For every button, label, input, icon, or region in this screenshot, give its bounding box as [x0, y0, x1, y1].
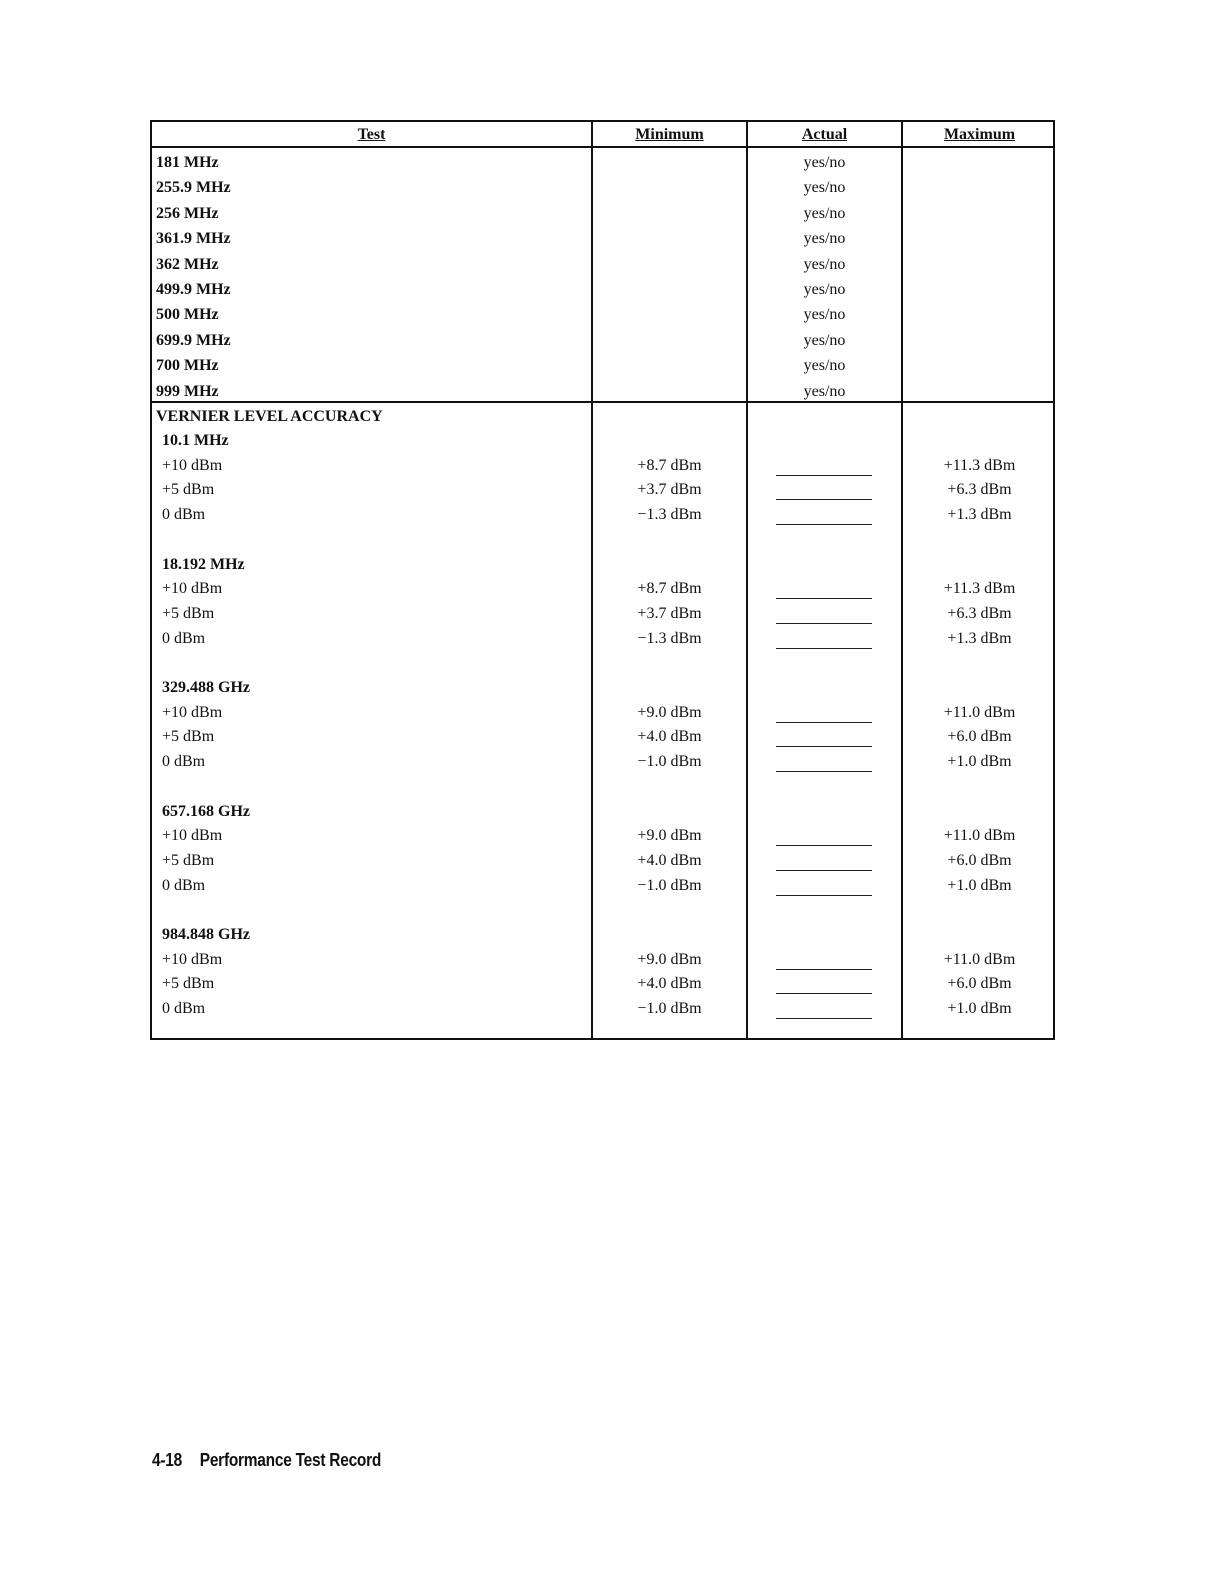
actual-yes-no: yes/no [803, 382, 846, 400]
level-setting: +5 dBm [162, 481, 215, 499]
minimum-value: +3.7 dBm [637, 604, 702, 622]
minimum-value: +9.0 dBm [637, 827, 702, 845]
minimum-value: +8.7 dBm [637, 456, 702, 474]
actual-entry-blank [776, 1018, 872, 1019]
maximum-value: +11.0 dBm [943, 950, 1016, 968]
actual-entry-blank [776, 499, 872, 500]
actual-entry-blank [776, 969, 872, 970]
level-setting: +5 dBm [162, 604, 215, 622]
actual-entry-blank [776, 895, 872, 896]
page-number: 4-18 [152, 1450, 182, 1470]
section-title-vernier-level-accuracy: VERNIER LEVEL ACCURACY [156, 408, 383, 425]
maximum-value: +11.0 dBm [943, 703, 1016, 721]
maximum-value: +1.0 dBm [947, 876, 1012, 894]
level-setting: 0 dBm [162, 753, 206, 771]
level-setting: +5 dBm [162, 728, 215, 746]
level-setting: 0 dBm [162, 876, 206, 894]
maximum-value: +6.3 dBm [947, 604, 1012, 622]
minimum-value: +3.7 dBm [637, 481, 702, 499]
minimum-value: +9.0 dBm [637, 950, 702, 968]
minimum-value: +8.7 dBm [637, 580, 702, 598]
header-minimum: Minimum [635, 126, 704, 143]
section-divider [152, 401, 1053, 403]
actual-entry-blank [776, 771, 872, 772]
vernier-frequency-label: 329.488 GHz [162, 679, 250, 696]
performance-test-record-table [150, 120, 1055, 1040]
page-footer [152, 1450, 381, 1471]
actual-entry-blank [776, 524, 872, 525]
maximum-value: +1.0 dBm [947, 753, 1012, 771]
minimum-value: +4.0 dBm [637, 728, 702, 746]
actual-entry-blank [776, 648, 872, 649]
maximum-value: +1.0 dBm [947, 1000, 1012, 1018]
level-setting: +5 dBm [162, 851, 215, 869]
header-test: Test [357, 126, 386, 143]
minimum-value: −1.3 dBm [637, 506, 702, 524]
maximum-value: +11.3 dBm [943, 456, 1016, 474]
minimum-value: −1.3 dBm [637, 629, 702, 647]
level-setting: 0 dBm [162, 1000, 206, 1018]
test-frequency-label: 499.9 MHz [156, 281, 231, 298]
test-frequency-label: 500 MHz [156, 306, 219, 324]
header-divider [152, 146, 1053, 148]
actual-yes-no: yes/no [803, 306, 846, 324]
level-setting: +10 dBm [162, 580, 223, 598]
actual-entry-blank [776, 623, 872, 624]
level-setting: +10 dBm [162, 456, 223, 474]
test-frequency-label: 362 MHz [156, 255, 219, 273]
test-frequency-label: 361.9 MHz [156, 230, 231, 248]
maximum-value: +6.0 dBm [947, 728, 1012, 746]
level-setting: +10 dBm [162, 703, 223, 721]
minimum-value: −1.0 dBm [637, 876, 702, 894]
maximum-value: +6.0 dBm [947, 975, 1012, 993]
actual-yes-no: yes/no [803, 281, 846, 298]
actual-yes-no: yes/no [803, 230, 846, 248]
header-actual: Actual [801, 126, 848, 143]
header-maximum: Maximum [943, 126, 1016, 143]
minimum-value: +4.0 dBm [637, 851, 702, 869]
actual-entry-blank [776, 746, 872, 747]
actual-entry-blank [776, 475, 872, 476]
maximum-value: +1.3 dBm [947, 506, 1012, 524]
maximum-value: +11.3 dBm [943, 580, 1016, 598]
actual-entry-blank [776, 870, 872, 871]
test-frequency-label: 256 MHz [156, 204, 219, 222]
section-title: Performance Test Record [199, 1450, 382, 1470]
actual-yes-no: yes/no [803, 179, 846, 197]
minimum-value: +9.0 dBm [637, 703, 702, 721]
minimum-value: −1.0 dBm [637, 753, 702, 771]
actual-yes-no: yes/no [803, 331, 846, 349]
vernier-frequency-label: 18.192 MHz [162, 555, 245, 573]
actual-entry-blank [776, 598, 872, 599]
maximum-value: +6.3 dBm [947, 481, 1012, 499]
vernier-frequency-label: 984.848 GHz [162, 926, 250, 943]
minimum-value: +4.0 dBm [637, 975, 702, 993]
actual-entry-blank [776, 845, 872, 846]
test-frequency-label: 700 MHz [156, 357, 219, 375]
maximum-value: +6.0 dBm [947, 851, 1012, 869]
test-frequency-label: 999 MHz [156, 382, 219, 400]
level-setting: +10 dBm [162, 827, 223, 845]
actual-yes-no: yes/no [803, 255, 846, 273]
test-frequency-label: 255.9 MHz [156, 179, 231, 197]
maximum-value: +1.3 dBm [947, 629, 1012, 647]
actual-yes-no: yes/no [803, 357, 846, 375]
vernier-frequency-label: 657.168 GHz [162, 802, 250, 820]
actual-yes-no: yes/no [803, 154, 846, 171]
actual-entry-blank [776, 993, 872, 994]
test-frequency-label: 699.9 MHz [156, 331, 231, 349]
maximum-value: +11.0 dBm [943, 827, 1016, 845]
actual-entry-blank [776, 722, 872, 723]
vernier-frequency-label: 10.1 MHz [162, 432, 229, 449]
actual-yes-no: yes/no [803, 204, 846, 222]
level-setting: 0 dBm [162, 506, 206, 524]
level-setting: +5 dBm [162, 975, 215, 993]
minimum-value: −1.0 dBm [637, 1000, 702, 1018]
level-setting: +10 dBm [162, 950, 223, 968]
level-setting: 0 dBm [162, 629, 206, 647]
test-frequency-label: 181 MHz [156, 154, 219, 171]
